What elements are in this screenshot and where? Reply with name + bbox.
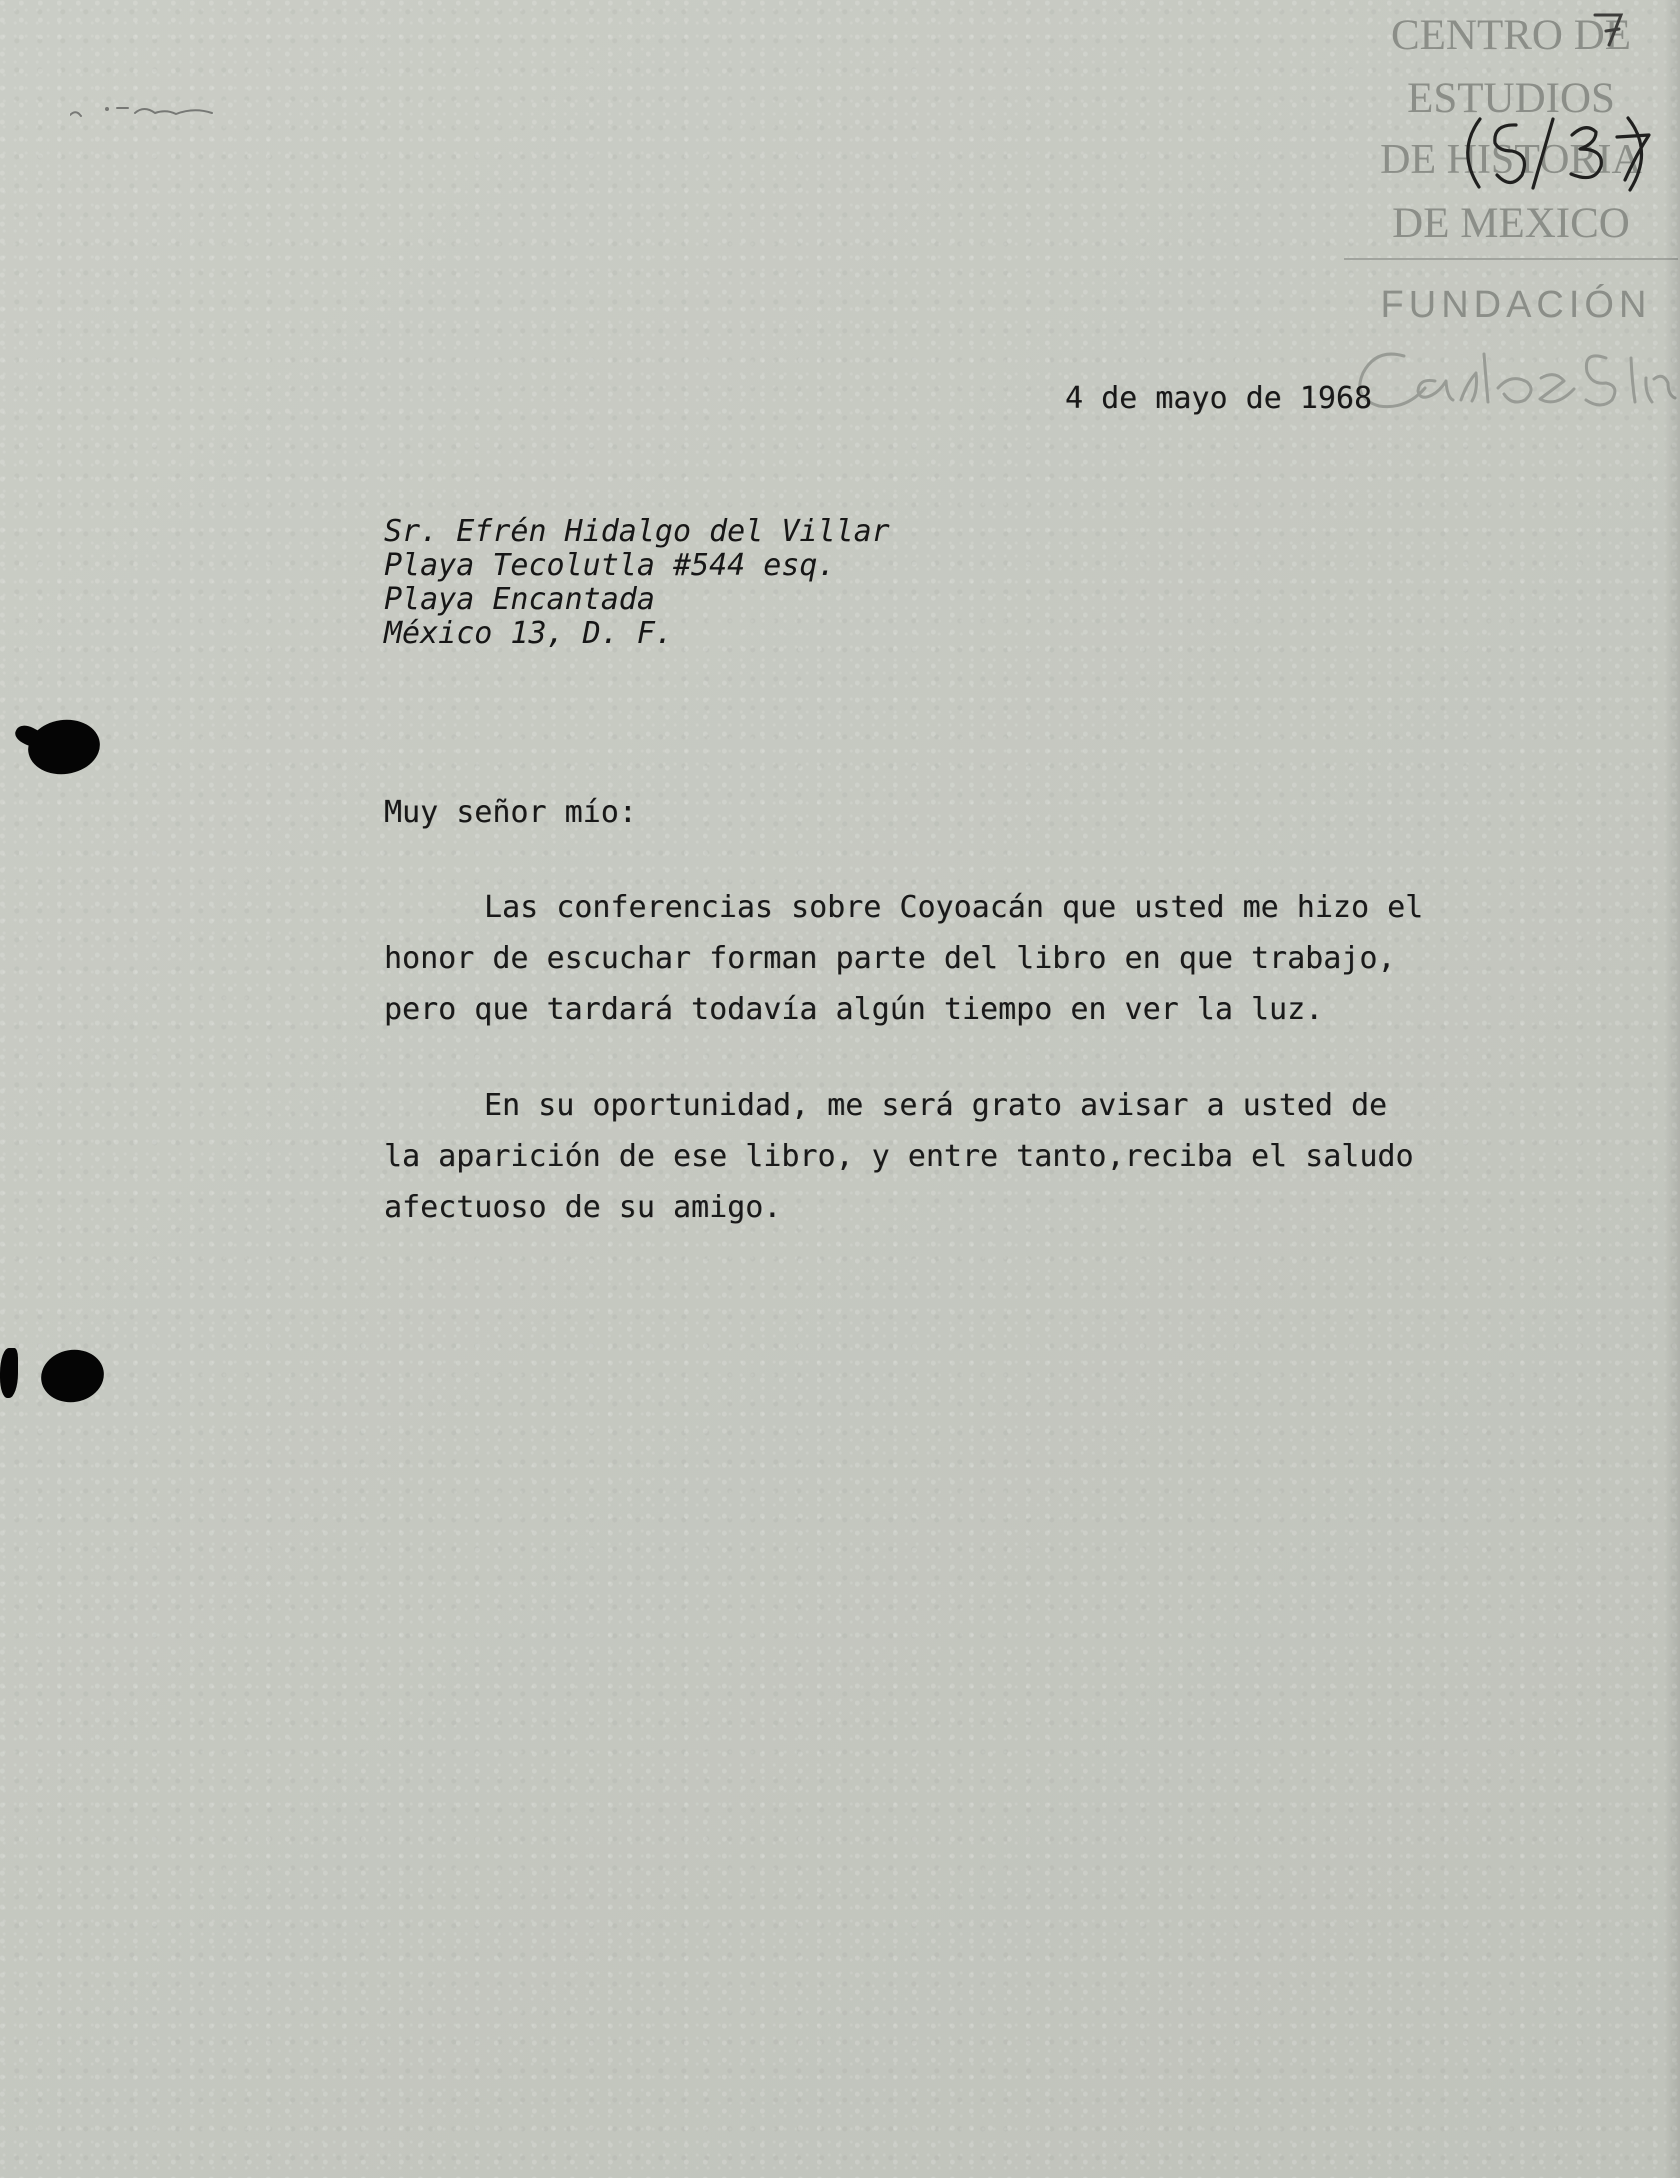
faint-ink-mark <box>70 95 230 125</box>
stamp-line-centro: CENTRO DE <box>1390 12 1632 59</box>
stamp-line-estudios: ESTUDIOS <box>1407 75 1615 122</box>
letter-salutation: Muy señor mío: <box>384 795 637 830</box>
carlos-slim-signature <box>1350 338 1680 420</box>
paragraph-2-line-2: la aparición de ese libro, y entre tanto,reciba el saludo <box>384 1139 1414 1174</box>
lower-punch-hole <box>37 1345 108 1407</box>
recipient-neighborhood: Playa Encantada <box>384 582 655 617</box>
stamp-divider <box>1344 258 1678 260</box>
paragraph-1-line-1: Las conferencias sobre Coyoacán que usted me hizo el <box>484 890 1424 925</box>
paragraph-1-line-2: honor de escuchar forman parte del libro en que trabajo, <box>384 941 1396 976</box>
handwritten-reference-icon <box>1450 112 1660 197</box>
folio-number-annotation <box>1585 7 1635 52</box>
stamp-foundation: FUNDACIÓN <box>1380 284 1652 326</box>
recipient-name: Sr. Efrén Hidalgo del Villar <box>384 514 890 549</box>
letter-paragraph-2 <box>384 1089 1544 1242</box>
recipient-address <box>384 515 1144 655</box>
letter-date: 4 de mayo de 1968 <box>1065 381 1373 416</box>
paragraph-2-line-1: En su oportunidad, me será grato avisar a usted de <box>484 1088 1388 1123</box>
upper-punch-hole <box>25 715 104 778</box>
stamp-line-mexico: DE MEXICO <box>1392 200 1630 247</box>
paragraph-1-line-3: pero que tardará todavía algún tiempo en ver la luz. <box>384 992 1324 1027</box>
folio-seven-icon <box>1585 7 1635 52</box>
handwritten-reference-annotation <box>1450 112 1660 197</box>
lower-punch-hole-tear <box>0 1348 18 1398</box>
recipient-street: Playa Tecolutla #544 esq. <box>384 548 836 583</box>
stamp-line-historia: DE HISTORIA <box>1380 137 1642 183</box>
paragraph-2-line-3: afectuoso de su amigo. <box>384 1190 782 1225</box>
archive-stamp <box>1338 0 1680 420</box>
recipient-city: México 13, D. F. <box>384 616 673 651</box>
letter-paragraph-1 <box>384 891 1544 1044</box>
